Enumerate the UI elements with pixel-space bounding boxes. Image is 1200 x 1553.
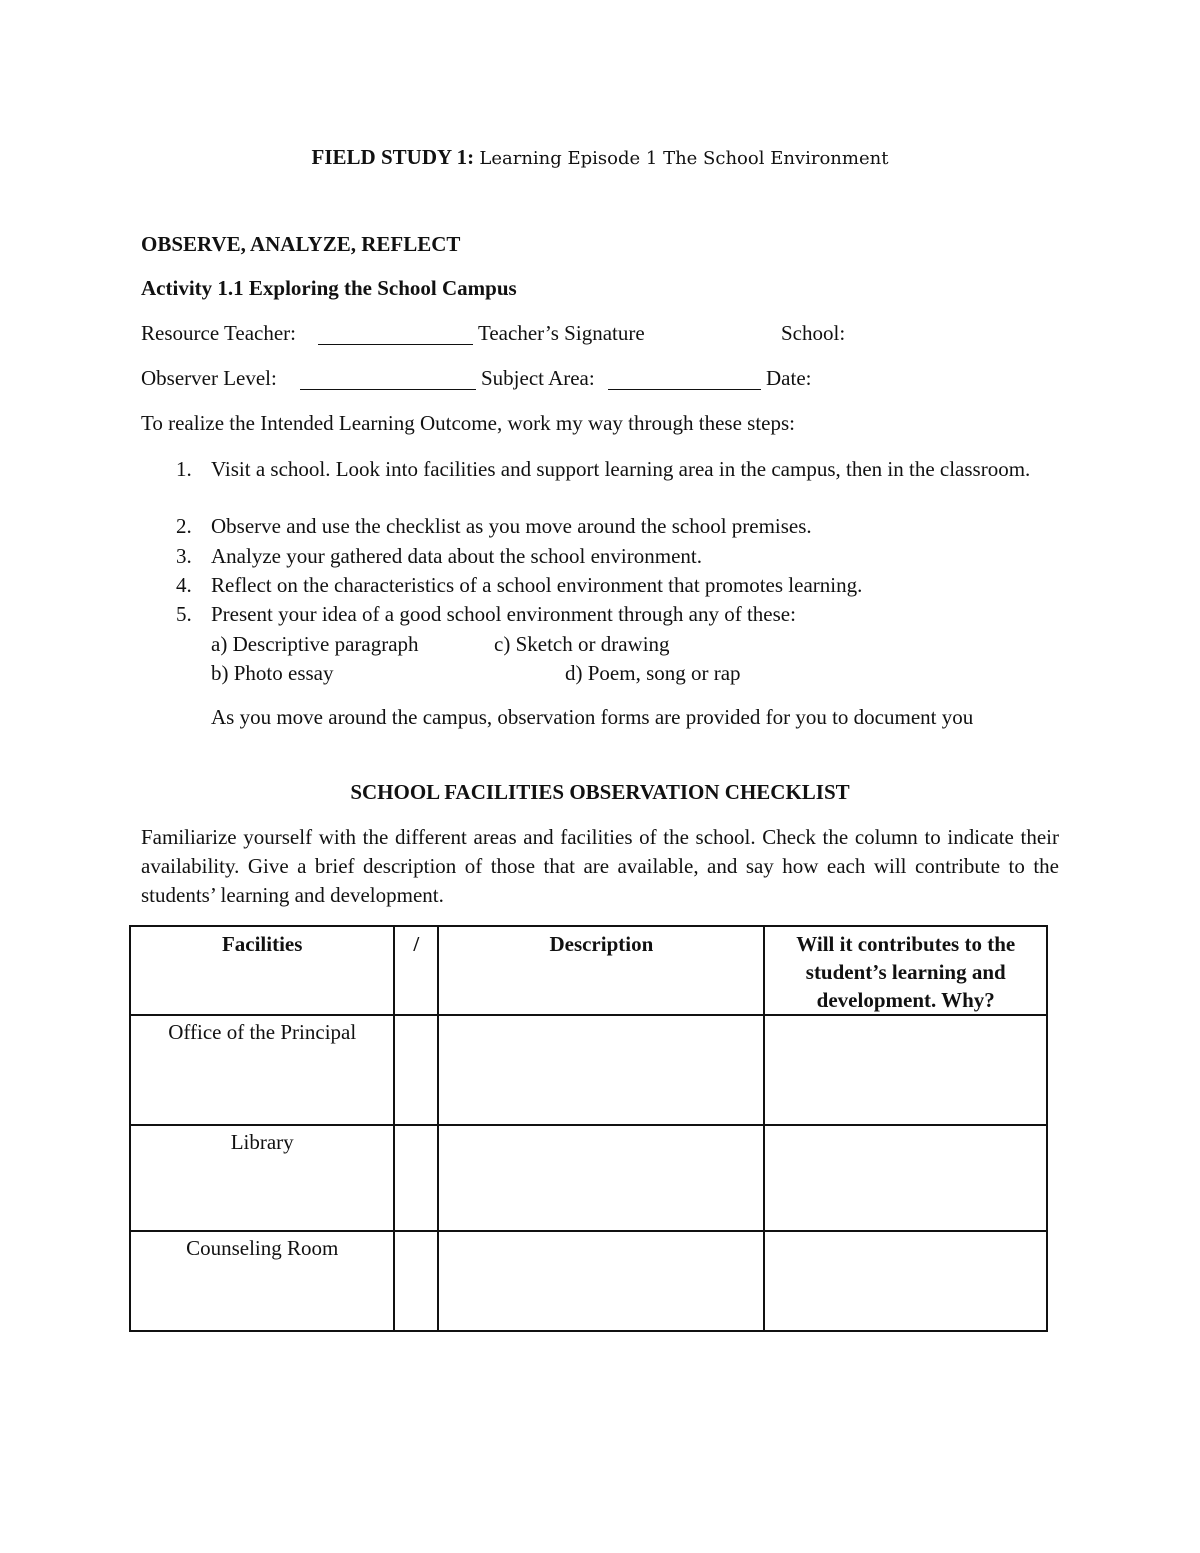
facility-name: Counseling Room xyxy=(130,1231,394,1331)
step-number: 5. xyxy=(176,602,192,626)
subject-area-blank[interactable] xyxy=(608,371,761,390)
title-rest: Learning Episode 1 The School Environment xyxy=(479,148,889,169)
table-row xyxy=(130,1231,1047,1331)
observer-level-blank[interactable] xyxy=(300,371,476,390)
activity-heading: Activity 1.1 Exploring the School Campus xyxy=(141,276,517,300)
facilities-table xyxy=(129,925,1048,1332)
option-d: d) Poem, song or rap xyxy=(565,661,741,685)
description-cell[interactable] xyxy=(438,1015,764,1125)
check-cell[interactable] xyxy=(394,1231,438,1331)
checklist-title: SCHOOL FACILITIES OBSERVATION CHECKLIST xyxy=(350,780,850,804)
col-contribution: Will it contributes to the student’s learning and development. Why? xyxy=(764,926,1047,1015)
school-label: School: xyxy=(781,321,846,345)
option-b: b) Photo essay xyxy=(211,661,334,685)
col-check: / xyxy=(394,926,438,1015)
facility-name: Office of the Principal xyxy=(130,1015,394,1125)
option-a: a) Descriptive paragraph xyxy=(211,632,419,656)
title-lead: FIELD STUDY 1: xyxy=(311,145,475,169)
resource-teacher-blank[interactable] xyxy=(318,326,473,345)
checklist-instructions: Familiarize yourself with the different areas and facilities of the school. Check the column to indicate their availability. Give a brief description of those that are available, and say how each will contribute to the students’ learning and development. xyxy=(141,825,1059,907)
step-number: 2. xyxy=(176,514,192,538)
step-text: Analyze your gathered data about the school environment. xyxy=(211,544,702,568)
date-label: Date: xyxy=(766,366,812,390)
page-title xyxy=(0,143,1200,173)
step-number: 3. xyxy=(176,544,192,568)
intro-text: To realize the Intended Learning Outcome, work my way through these steps: xyxy=(141,411,795,435)
section-heading: OBSERVE, ANALYZE, REFLECT xyxy=(141,232,461,256)
check-cell[interactable] xyxy=(394,1125,438,1231)
facility-name: Library xyxy=(130,1125,394,1231)
description-cell[interactable] xyxy=(438,1125,764,1231)
table-row xyxy=(130,1015,1047,1125)
col-facilities: Facilities xyxy=(130,926,394,1015)
step-number: 4. xyxy=(176,573,192,597)
table-row xyxy=(130,1125,1047,1231)
step-number: 1. xyxy=(176,457,192,481)
step-text: Visit a school. Look into facilities and support learning area in the campus, then in the classroom. xyxy=(211,457,1031,481)
contribution-cell[interactable] xyxy=(764,1125,1047,1231)
note-text: As you move around the campus, observation forms are provided for you to document you xyxy=(211,705,974,729)
observer-level-label: Observer Level: xyxy=(141,366,277,390)
col-description: Description xyxy=(438,926,764,1015)
resource-teacher-label: Resource Teacher: xyxy=(141,321,296,345)
option-c: c) Sketch or drawing xyxy=(494,632,670,656)
contribution-cell[interactable] xyxy=(764,1231,1047,1331)
step-text: Reflect on the characteristics of a school environment that promotes learning. xyxy=(211,573,863,597)
step-text: Observe and use the checklist as you move around the school premises. xyxy=(211,514,812,538)
step-text: Present your idea of a good school environment through any of these: xyxy=(211,602,796,626)
subject-area-label: Subject Area: xyxy=(481,366,595,390)
check-cell[interactable] xyxy=(394,1015,438,1125)
contribution-cell[interactable] xyxy=(764,1015,1047,1125)
description-cell[interactable] xyxy=(438,1231,764,1331)
teacher-signature-label: Teacher’s Signature xyxy=(478,321,645,345)
table-header-row xyxy=(130,926,1047,1015)
